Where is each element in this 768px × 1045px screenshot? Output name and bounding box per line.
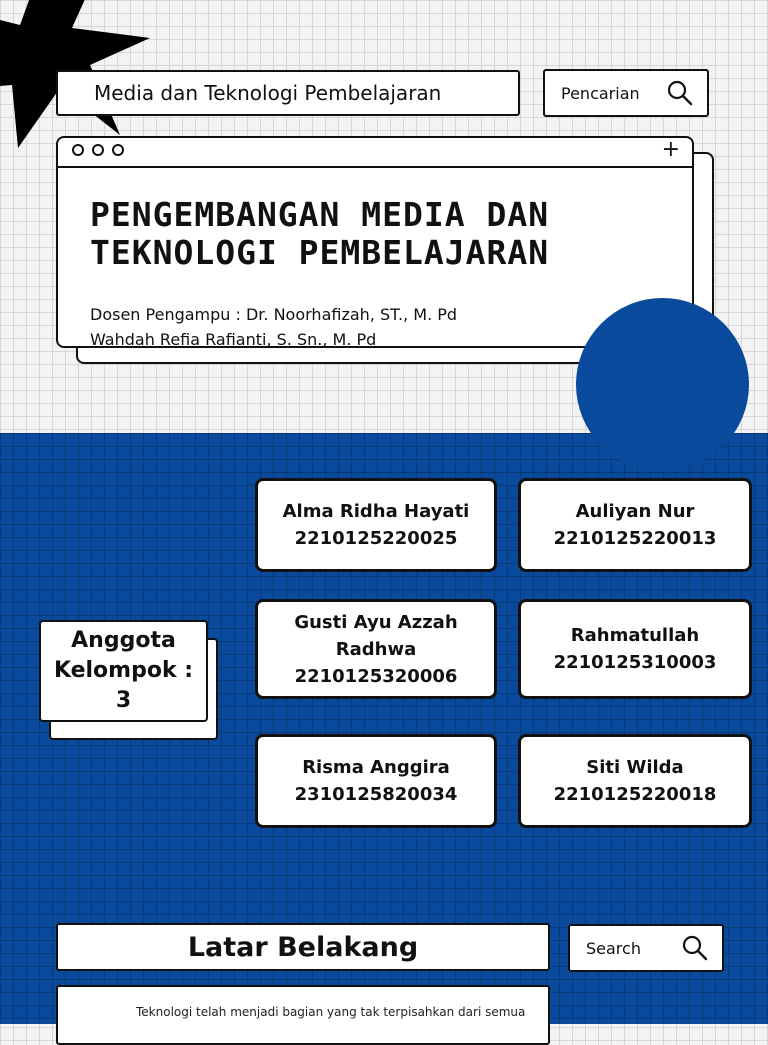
- member-nim: 2210125310003: [553, 652, 717, 673]
- search-placeholder: Pencarian: [561, 83, 640, 103]
- title-bar: [56, 70, 520, 116]
- section-title: Latar Belakang: [187, 931, 419, 963]
- search-box-bottom[interactable]: [568, 924, 724, 972]
- member-name: Siti Wilda: [586, 757, 684, 778]
- member-nim: 2210125220013: [553, 528, 717, 549]
- cover-window: [56, 136, 694, 348]
- member-name: Auliyan Nur: [575, 501, 695, 522]
- paragraph-box: [56, 985, 550, 1045]
- member-card: [255, 599, 497, 699]
- plus-icon[interactable]: +: [661, 137, 680, 162]
- section-title-bar: [56, 923, 550, 971]
- member-card: [518, 734, 752, 828]
- member-name: Radhwa: [335, 638, 417, 660]
- member-card: [255, 734, 497, 828]
- member-nim: 2210125220018: [553, 784, 717, 805]
- member-card: [255, 478, 497, 572]
- search-placeholder: Search: [586, 938, 641, 958]
- member-name: Gusti Ayu Azzah: [294, 611, 458, 633]
- decorative-circle: [576, 298, 749, 471]
- page-title: PENGEMBANGAN MEDIA DAN TEKNOLOGI PEMBELAJARAN: [90, 195, 550, 272]
- group-label-line: Anggota: [71, 628, 176, 653]
- window-dot-icon: [92, 144, 104, 156]
- search-box-top[interactable]: [543, 69, 709, 117]
- search-icon[interactable]: [682, 935, 708, 961]
- course-title: Media dan Teknologi Pembelajaran: [94, 81, 442, 105]
- window-dot-icon: [112, 144, 124, 156]
- window-title-bar: [58, 138, 692, 168]
- member-nim: 2210125320006: [294, 665, 458, 687]
- member-name: Alma Ridha Hayati: [282, 501, 470, 522]
- group-label-line: Kelompok :: [53, 658, 194, 683]
- paragraph-text: Teknologi telah menjadi bagian yang tak terpisahkan dari semua: [136, 1005, 526, 1019]
- group-label: [39, 620, 208, 722]
- lecturer-line: Wahdah Refia Rafianti, S. Sn., M. Pd: [90, 330, 377, 349]
- window-dot-icon: [72, 144, 84, 156]
- member-card: [518, 478, 752, 572]
- search-icon[interactable]: [667, 80, 693, 106]
- member-card: [518, 599, 752, 699]
- group-number: 3: [115, 688, 132, 713]
- member-name: Risma Anggira: [302, 757, 450, 778]
- member-nim: 2210125220025: [294, 528, 458, 549]
- lecturer-info: [90, 302, 457, 352]
- member-name: Rahmatullah: [570, 625, 700, 646]
- member-nim: 2310125820034: [294, 784, 458, 805]
- lecturer-line: Dosen Pengampu : Dr. Noorhafizah, ST., M. Pd: [90, 305, 458, 324]
